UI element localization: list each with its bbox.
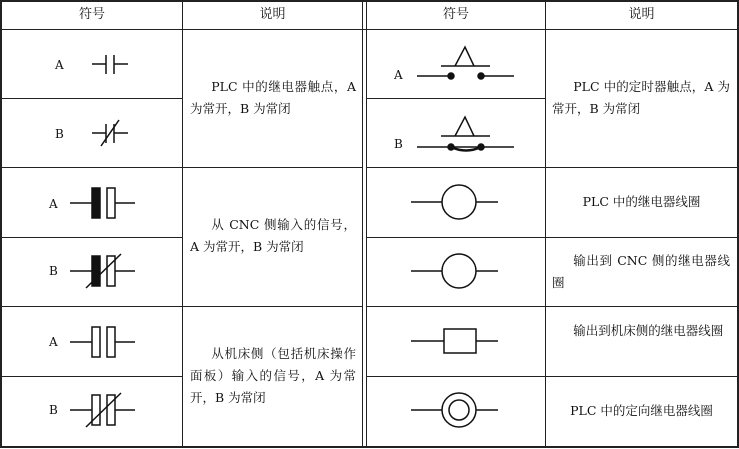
plc-coil-desc: PLC 中的继电器线圈 [582, 194, 701, 209]
machine-input-nc-symbol [70, 393, 135, 427]
label-a: A [49, 197, 58, 211]
timer-contact-desc: PLC 中的定时器触点，A 为常开，B 为常闭 [552, 79, 730, 116]
plc-contact-no-symbol [92, 55, 128, 74]
timer-contact-no-symbol [417, 47, 514, 79]
machine-output-coil-symbol [411, 329, 498, 353]
cnc-input-desc: 从 CNC 侧输入的信号，A 为常开，B 为常闭 [190, 217, 356, 254]
label-b: B [49, 264, 58, 278]
label-a: A [55, 58, 64, 72]
machine-output-coil-desc: 输出到机床侧的继电器线圈 [573, 323, 724, 338]
timer-label-b: B [394, 137, 403, 151]
header-left-symbol: 符号 [78, 7, 105, 22]
plc-directional-coil-symbol [411, 393, 498, 427]
plc-contact-nc-symbol [92, 120, 128, 146]
header-right-symbol: 符号 [442, 7, 469, 22]
header-right-desc: 说明 [628, 7, 655, 22]
plc-contact-desc: PLC 中的继电器触点，A 为常开，B 为常闭 [190, 79, 356, 116]
label-b: B [49, 403, 58, 417]
cnc-output-coil-symbol [411, 254, 498, 288]
plc-directional-coil-desc: PLC 中的定向继电器线圈 [570, 403, 713, 418]
timer-contact-nc-symbol [417, 117, 514, 151]
timer-label-a: A [394, 68, 403, 82]
label-a: A [49, 335, 58, 349]
plc-coil-symbol [411, 185, 498, 219]
machine-input-desc: 从机床侧（包括机床操作面板）输入的信号，A 为常开，B 为常闭 [190, 346, 356, 405]
cnc-output-coil-desc: 输出到 CNC 侧的继电器线圈 [552, 253, 730, 290]
machine-input-no-symbol [70, 327, 135, 357]
header-left-desc: 说明 [259, 7, 286, 22]
label-b: B [55, 127, 64, 141]
cnc-input-no-symbol [70, 188, 135, 218]
cnc-input-nc-symbol [70, 254, 135, 288]
